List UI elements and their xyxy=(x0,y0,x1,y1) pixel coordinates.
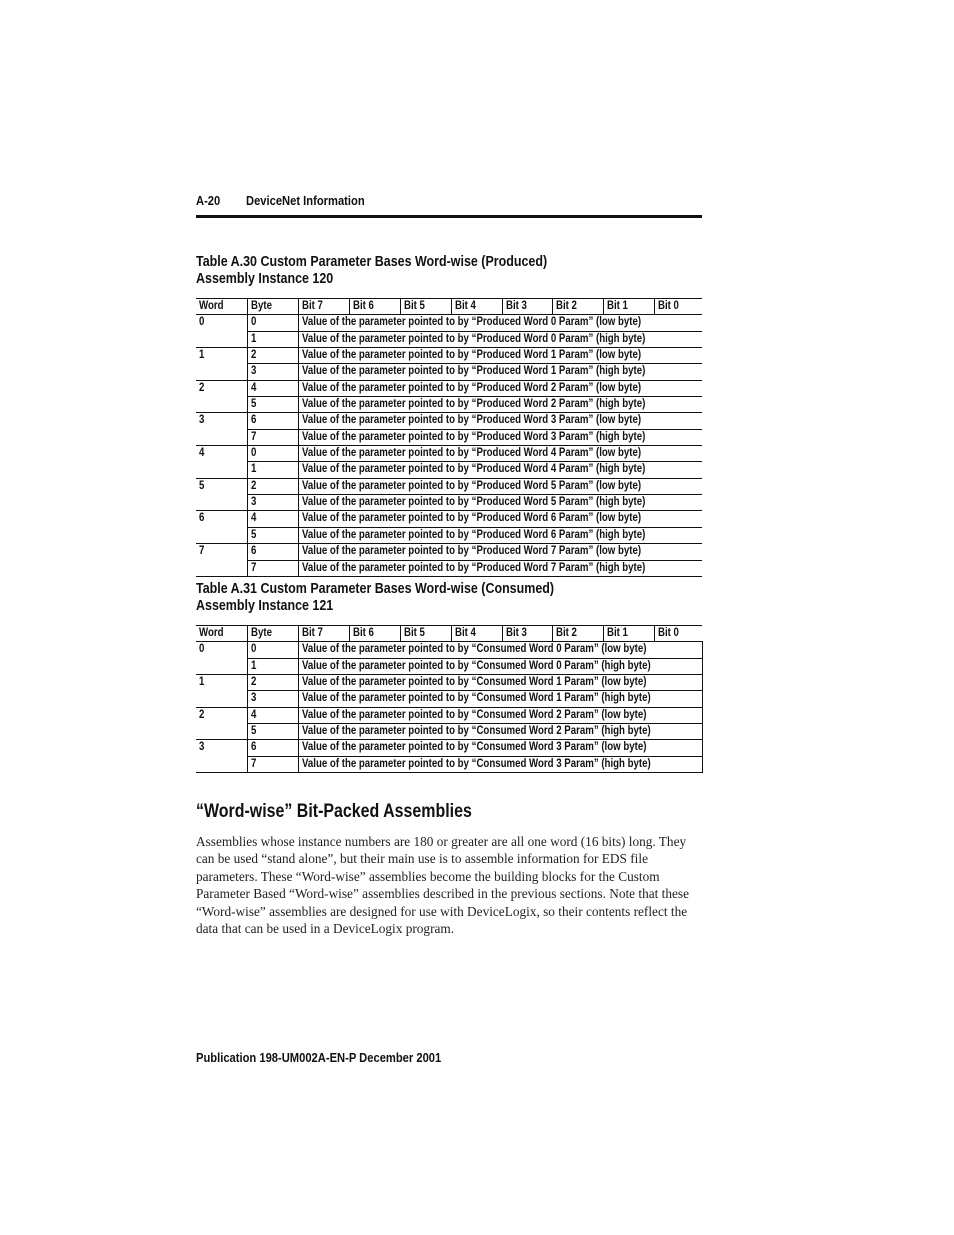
word-cell-text: 6 xyxy=(199,512,205,525)
byte-cell xyxy=(247,511,298,527)
column-header xyxy=(400,626,451,642)
table-a31-caption-line2: Assembly Instance 121 xyxy=(196,598,334,614)
word-cell xyxy=(196,691,247,707)
word-cell-text: 2 xyxy=(199,381,205,394)
word-cell xyxy=(196,478,247,494)
value-cell xyxy=(298,527,702,543)
table-a30-caption-line1: Table A.30 Custom Parameter Bases Word-wise (Produced) xyxy=(196,254,548,270)
value-cell xyxy=(298,495,702,511)
value-cell-text: Value of the parameter pointed to by “Produced Word 5 Param” (high byte) xyxy=(301,496,645,509)
column-header xyxy=(552,626,603,642)
value-cell-text: Value of the parameter pointed to by “Produced Word 4 Param” (high byte) xyxy=(301,463,645,476)
column-header xyxy=(196,626,247,642)
byte-cell-text: 5 xyxy=(250,725,256,738)
byte-cell xyxy=(247,756,298,772)
byte-cell-text: 3 xyxy=(250,496,256,509)
word-cell-text: 0 xyxy=(199,643,205,656)
word-cell-text: 7 xyxy=(199,545,205,558)
table-row xyxy=(196,511,702,527)
column-header xyxy=(654,626,702,642)
byte-cell-text: 4 xyxy=(250,708,256,721)
byte-cell xyxy=(247,527,298,543)
byte-cell xyxy=(247,691,298,707)
byte-cell-text: 1 xyxy=(250,463,256,476)
column-header xyxy=(502,299,552,315)
value-cell xyxy=(298,413,702,429)
byte-cell xyxy=(247,724,298,740)
column-header-label: Bit 0 xyxy=(657,300,679,312)
byte-cell-text: 1 xyxy=(250,332,256,345)
word-cell-text: 5 xyxy=(199,479,205,492)
value-cell xyxy=(298,380,702,396)
byte-cell xyxy=(247,315,298,331)
byte-cell-text: 5 xyxy=(250,528,256,541)
byte-cell xyxy=(247,642,298,658)
byte-cell-text: 2 xyxy=(250,676,256,689)
value-cell-text: Value of the parameter pointed to by “Consumed Word 0 Param” (low byte) xyxy=(301,643,646,656)
word-cell xyxy=(196,315,247,331)
value-cell xyxy=(298,331,702,347)
byte-cell xyxy=(247,364,298,380)
section-paragraph: Assemblies whose instance numbers are 180 or greater are all one word (16 bits) long. They can be used “stand alone”, but their main use is to assemble information for EDS file parameters. These “Word-wise” assemblies become the building blocks for the Custom Parameter Based “Word-wise” assemblies described in the previous sections. Note that these “Word-wise” assemblies are designed for use with DeviceLogix, so their contents reflect the data that can be used in a DeviceLogix program. xyxy=(196,834,689,937)
column-header xyxy=(298,299,349,315)
column-header-label: Bit 2 xyxy=(555,300,577,312)
word-cell xyxy=(196,707,247,723)
byte-cell-text: 1 xyxy=(250,659,256,672)
byte-cell-text: 2 xyxy=(250,349,256,362)
column-header xyxy=(298,626,349,642)
word-cell xyxy=(196,413,247,429)
word-cell-text: 0 xyxy=(199,316,205,329)
table-row xyxy=(196,397,702,413)
byte-cell-text: 4 xyxy=(250,512,256,525)
table-row xyxy=(196,380,702,396)
value-cell-text: Value of the parameter pointed to by “Produced Word 6 Param” (low byte) xyxy=(301,512,641,525)
byte-cell-text: 0 xyxy=(250,447,256,460)
value-cell-text: Value of the parameter pointed to by “Consumed Word 1 Param” (high byte) xyxy=(301,692,651,705)
byte-cell-text: 2 xyxy=(250,479,256,492)
value-cell-text: Value of the parameter pointed to by “Produced Word 2 Param” (high byte) xyxy=(301,398,645,411)
column-header-label: Word xyxy=(199,627,224,639)
value-cell-text: Value of the parameter pointed to by “Produced Word 1 Param” (low byte) xyxy=(301,349,641,362)
value-cell-text: Value of the parameter pointed to by “Consumed Word 3 Param” (low byte) xyxy=(301,741,646,754)
value-cell xyxy=(298,364,702,380)
value-cell xyxy=(298,429,702,445)
value-cell-text: Value of the parameter pointed to by “Consumed Word 0 Param” (high byte) xyxy=(301,659,651,672)
table-row xyxy=(196,544,702,560)
table-row xyxy=(196,724,702,740)
word-cell xyxy=(196,429,247,445)
value-cell-text: Value of the parameter pointed to by “Produced Word 6 Param” (high byte) xyxy=(301,528,645,541)
table-row xyxy=(196,429,702,445)
column-header xyxy=(400,299,451,315)
value-cell xyxy=(298,707,702,723)
byte-cell-text: 7 xyxy=(250,430,256,443)
column-header-label: Bit 3 xyxy=(505,300,527,312)
word-cell xyxy=(196,380,247,396)
value-cell xyxy=(298,478,702,494)
column-header-label: Bit 1 xyxy=(606,300,628,312)
value-cell xyxy=(298,675,702,691)
value-cell xyxy=(298,642,702,658)
table-row xyxy=(196,413,702,429)
value-cell-text: Value of the parameter pointed to by “Produced Word 7 Param” (high byte) xyxy=(301,561,645,574)
byte-cell xyxy=(247,675,298,691)
table-row xyxy=(196,658,702,674)
byte-cell xyxy=(247,429,298,445)
value-cell-text: Value of the parameter pointed to by “Produced Word 3 Param” (low byte) xyxy=(301,414,641,427)
value-cell xyxy=(298,462,702,478)
header-rule xyxy=(196,215,702,218)
value-cell xyxy=(298,740,702,756)
byte-cell xyxy=(247,380,298,396)
value-cell-text: Value of the parameter pointed to by “Consumed Word 1 Param” (low byte) xyxy=(301,676,646,689)
value-cell xyxy=(298,724,702,740)
column-header xyxy=(502,626,552,642)
page-number: A-20 xyxy=(196,193,221,208)
byte-cell xyxy=(247,446,298,462)
value-cell xyxy=(298,691,702,707)
word-cell xyxy=(196,642,247,658)
value-cell xyxy=(298,756,702,772)
word-cell xyxy=(196,397,247,413)
table-a31-caption-line1: Table A.31 Custom Parameter Bases Word-wise (Consumed) xyxy=(196,581,555,597)
table-row xyxy=(196,348,702,364)
value-cell xyxy=(298,560,702,576)
column-header xyxy=(196,299,247,315)
column-header-label: Bit 6 xyxy=(352,627,374,639)
word-cell-text: 3 xyxy=(199,741,205,754)
byte-cell-text: 0 xyxy=(250,316,256,329)
table-row xyxy=(196,675,702,691)
value-cell xyxy=(298,658,702,674)
word-cell xyxy=(196,511,247,527)
column-header xyxy=(552,299,603,315)
byte-cell xyxy=(247,707,298,723)
value-cell xyxy=(298,348,702,364)
table-header-row xyxy=(196,626,702,642)
column-header xyxy=(451,299,502,315)
word-cell xyxy=(196,544,247,560)
byte-cell-text: 3 xyxy=(250,692,256,705)
column-header-label: Bit 7 xyxy=(301,627,323,639)
table-row xyxy=(196,756,702,772)
table-a30 xyxy=(196,298,702,577)
byte-cell-text: 4 xyxy=(250,381,256,394)
word-cell xyxy=(196,560,247,576)
byte-cell xyxy=(247,397,298,413)
byte-cell xyxy=(247,462,298,478)
table-row xyxy=(196,364,702,380)
word-cell xyxy=(196,740,247,756)
table-row xyxy=(196,478,702,494)
word-cell xyxy=(196,658,247,674)
byte-cell xyxy=(247,560,298,576)
column-header-label: Bit 2 xyxy=(555,627,577,639)
table-row xyxy=(196,740,702,756)
word-cell xyxy=(196,756,247,772)
column-header xyxy=(451,626,502,642)
value-cell-text: Value of the parameter pointed to by “Produced Word 3 Param” (high byte) xyxy=(301,430,645,443)
page-header xyxy=(196,193,702,219)
column-header-label: Byte xyxy=(250,300,272,312)
byte-cell-text: 6 xyxy=(250,741,256,754)
table-a30-caption xyxy=(196,254,547,288)
byte-cell xyxy=(247,478,298,494)
table-row xyxy=(196,527,702,543)
section-heading: “Word-wise” Bit-Packed Assemblies xyxy=(196,801,472,822)
word-cell xyxy=(196,724,247,740)
byte-cell xyxy=(247,495,298,511)
word-cell-text: 4 xyxy=(199,447,205,460)
column-header-label: Bit 4 xyxy=(454,300,476,312)
column-header xyxy=(603,626,654,642)
column-header xyxy=(247,626,298,642)
byte-cell-text: 3 xyxy=(250,365,256,378)
word-cell xyxy=(196,331,247,347)
byte-cell xyxy=(247,413,298,429)
column-header-label: Byte xyxy=(250,627,272,639)
table-a31-caption xyxy=(196,581,554,615)
byte-cell-text: 0 xyxy=(250,643,256,656)
table-row xyxy=(196,707,702,723)
byte-cell-text: 6 xyxy=(250,545,256,558)
word-cell-text: 3 xyxy=(199,414,205,427)
word-cell xyxy=(196,446,247,462)
word-cell-text: 1 xyxy=(199,676,205,689)
value-cell-text: Value of the parameter pointed to by “Produced Word 1 Param” (high byte) xyxy=(301,365,645,378)
table-row xyxy=(196,691,702,707)
column-header-label: Bit 5 xyxy=(403,300,425,312)
word-cell-text: 1 xyxy=(199,349,205,362)
value-cell-text: Value of the parameter pointed to by “Consumed Word 3 Param” (high byte) xyxy=(301,757,651,770)
column-header-label: Bit 3 xyxy=(505,627,527,639)
column-header-label: Bit 1 xyxy=(606,627,628,639)
table-row xyxy=(196,642,702,658)
column-header xyxy=(349,626,400,642)
column-header xyxy=(247,299,298,315)
byte-cell-text: 7 xyxy=(250,757,256,770)
column-header-label: Bit 0 xyxy=(657,627,679,639)
table-row xyxy=(196,560,702,576)
value-cell-text: Value of the parameter pointed to by “Consumed Word 2 Param” (low byte) xyxy=(301,708,646,721)
column-header xyxy=(349,299,400,315)
value-cell-text: Value of the parameter pointed to by “Produced Word 5 Param” (low byte) xyxy=(301,479,641,492)
byte-cell xyxy=(247,658,298,674)
value-cell xyxy=(298,446,702,462)
value-cell xyxy=(298,397,702,413)
table-row xyxy=(196,331,702,347)
table-header-row xyxy=(196,299,702,315)
word-cell-text: 2 xyxy=(199,708,205,721)
word-cell xyxy=(196,462,247,478)
column-header-label: Bit 4 xyxy=(454,627,476,639)
table-row xyxy=(196,495,702,511)
column-header-label: Bit 6 xyxy=(352,300,374,312)
table-a30-caption-line2: Assembly Instance 120 xyxy=(196,271,334,287)
word-cell xyxy=(196,348,247,364)
byte-cell xyxy=(247,331,298,347)
byte-cell-text: 7 xyxy=(250,561,256,574)
table-a31 xyxy=(196,625,703,773)
word-cell xyxy=(196,527,247,543)
byte-cell xyxy=(247,348,298,364)
value-cell-text: Value of the parameter pointed to by “Produced Word 4 Param” (low byte) xyxy=(301,447,641,460)
value-cell xyxy=(298,544,702,560)
value-cell xyxy=(298,315,702,331)
column-header xyxy=(654,299,702,315)
value-cell-text: Value of the parameter pointed to by “Produced Word 0 Param” (low byte) xyxy=(301,316,641,329)
byte-cell xyxy=(247,544,298,560)
value-cell-text: Value of the parameter pointed to by “Produced Word 7 Param” (low byte) xyxy=(301,545,641,558)
word-cell xyxy=(196,495,247,511)
footer-publication: Publication 198-UM002A-EN-P December 2001 xyxy=(196,1050,442,1065)
byte-cell xyxy=(247,740,298,756)
word-cell xyxy=(196,675,247,691)
byte-cell-text: 6 xyxy=(250,414,256,427)
section-title: DeviceNet Information xyxy=(246,193,365,208)
column-header-label: Bit 5 xyxy=(403,627,425,639)
table-row xyxy=(196,462,702,478)
table-row xyxy=(196,446,702,462)
value-cell-text: Value of the parameter pointed to by “Produced Word 2 Param” (low byte) xyxy=(301,381,641,394)
word-cell xyxy=(196,364,247,380)
value-cell-text: Value of the parameter pointed to by “Produced Word 0 Param” (high byte) xyxy=(301,332,645,345)
value-cell-text: Value of the parameter pointed to by “Consumed Word 2 Param” (high byte) xyxy=(301,725,651,738)
table-row xyxy=(196,315,702,331)
column-header xyxy=(603,299,654,315)
byte-cell-text: 5 xyxy=(250,398,256,411)
column-header-label: Word xyxy=(199,300,224,312)
value-cell xyxy=(298,511,702,527)
column-header-label: Bit 7 xyxy=(301,300,323,312)
